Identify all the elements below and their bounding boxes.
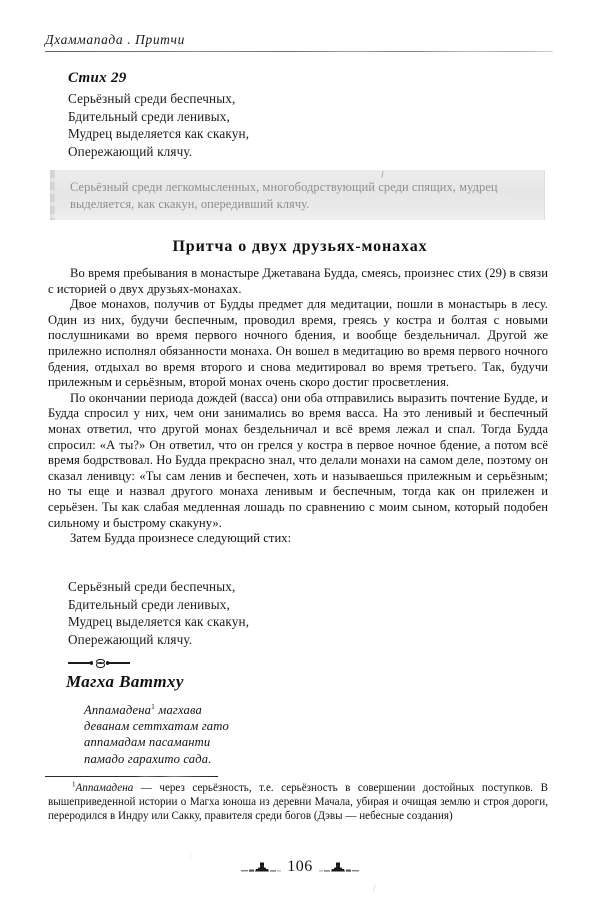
verse-line: Опережающий клячу.	[68, 631, 193, 647]
body-paragraph: Во время пребывания в монастыре Джетавана Будда, смеясь, произнес стих (29) в связи с историей о двух друзьях-монахах.	[48, 266, 548, 296]
pali-line: памадо гарахито сада.	[84, 751, 212, 766]
ornament-dash-right	[106, 662, 131, 664]
footnote-term: Аппамадена	[75, 782, 134, 794]
verse-block-bottom	[68, 578, 398, 648]
verse-line: Серьёзный среди беспечных,	[68, 579, 236, 594]
footer-ornament-left-icon	[241, 860, 281, 874]
alternate-translation-text: Серьёзный среди легкомысленных, многободрствующий среди спящих, мудрец выделяется, как скакун, опередивший клячу.	[70, 180, 498, 211]
page-footer	[0, 858, 600, 876]
footnote-marker: 1	[72, 780, 76, 789]
verse-line: Серьёзный среди беспечных,	[68, 91, 236, 106]
pali-line: деванам сеттхатам гато	[84, 719, 229, 734]
body-paragraph: Затем Будда произнесе следующий стих:	[70, 531, 292, 546]
alternate-translation-box	[50, 170, 545, 220]
pali-line-tail: магхава	[154, 703, 202, 717]
footnote-separator-rule	[45, 776, 218, 777]
running-header-title: Дхаммапада . Притчи	[45, 32, 185, 47]
scan-artifact-tick	[381, 171, 384, 178]
pali-line: аппамадам пасаманти	[84, 735, 211, 750]
body-text	[48, 266, 548, 547]
verse-line: Бдительный среди ленивых,	[68, 108, 230, 124]
ornament-dash-left	[68, 662, 93, 664]
verse-line: Мудрец выделяется как скакун,	[68, 614, 250, 629]
verse-line: Опережающий клячу.	[68, 143, 193, 159]
ornament-divider-icon	[68, 658, 130, 668]
verse-line: Бдительный среди ленивых,	[68, 596, 230, 612]
footnote-reference-marker: 1	[151, 701, 155, 711]
body-paragraph: Двое монахов, получив от Будды предмет для медитации, пошли в монастырь в лесу. Один из них, будучи беспечным, проводил время, греясь у костра и болтая с новыми послушниками во время первого ночного бдения, и вообще бездельничал. Другой же прилежно исполнял обязанности монаха. Он вошел в медитацию во время первого ночного бдения, отдыхал во время второго и снова медитировал во время третьего. Так, будучи прилежным и серьёзным, второй монах очень скоро достиг просветления.	[48, 297, 548, 390]
verse-heading: Стих 29	[68, 70, 127, 86]
footer-ornament-right-icon	[319, 860, 359, 874]
page-number: 106	[287, 858, 313, 875]
pali-line-first	[84, 702, 384, 718]
header-rule	[45, 51, 553, 52]
body-paragraph: По окончании периода дождей (васса) они оба отправились выразить почтение Будде, и Будда спросил у них, чем они занимались во время васса. На это ленивый и беспечный монах ответил, что другой монах бездельничал и всё время лежал и спал. Тогда Будда спросил: «А ты?» Он ответил, что он грелся у костра в первое ночное бдение, а потом всё время бодрствовал. Но Будда прекрасно знал, что делали монахи на самом деле, поэтому он сказал ленивцу: «Ты сам ленив и беспечен, хоть и называешься прилежным и серьёзным; но ты еще и назвал другого монаха ленивым и беспечным, тогда как он прилежен и серьёзен. Ты как слабая медленная лошадь по сравнению с моим сыном, который подобен сильному и быстрому скакуну».	[48, 390, 548, 530]
ornament-core	[94, 659, 105, 668]
verse-line: Мудрец выделяется как скакун,	[68, 126, 250, 141]
verse-block-top	[68, 90, 398, 160]
footnote	[48, 782, 548, 823]
scan-artifact	[373, 884, 376, 891]
pali-verse	[84, 702, 384, 767]
footnote-body: — через серьёзность, т.е. серьёзность в совершении достойных поступков. В вышеприведенной истории о Магха юноша из деревни Мачала, убирая и очищая землю и строя дороги, переродился в Индру или Сакку, правителя среди богов (Дэвы — небесные создания)	[48, 782, 548, 822]
pali-word: Аппамадена	[84, 703, 152, 717]
pali-section-heading: Магха Ваттху	[66, 672, 184, 691]
running-header	[45, 32, 555, 52]
section-title: Притча о двух друзьях-монахах	[172, 238, 428, 255]
footnote-paragraph	[48, 782, 548, 823]
